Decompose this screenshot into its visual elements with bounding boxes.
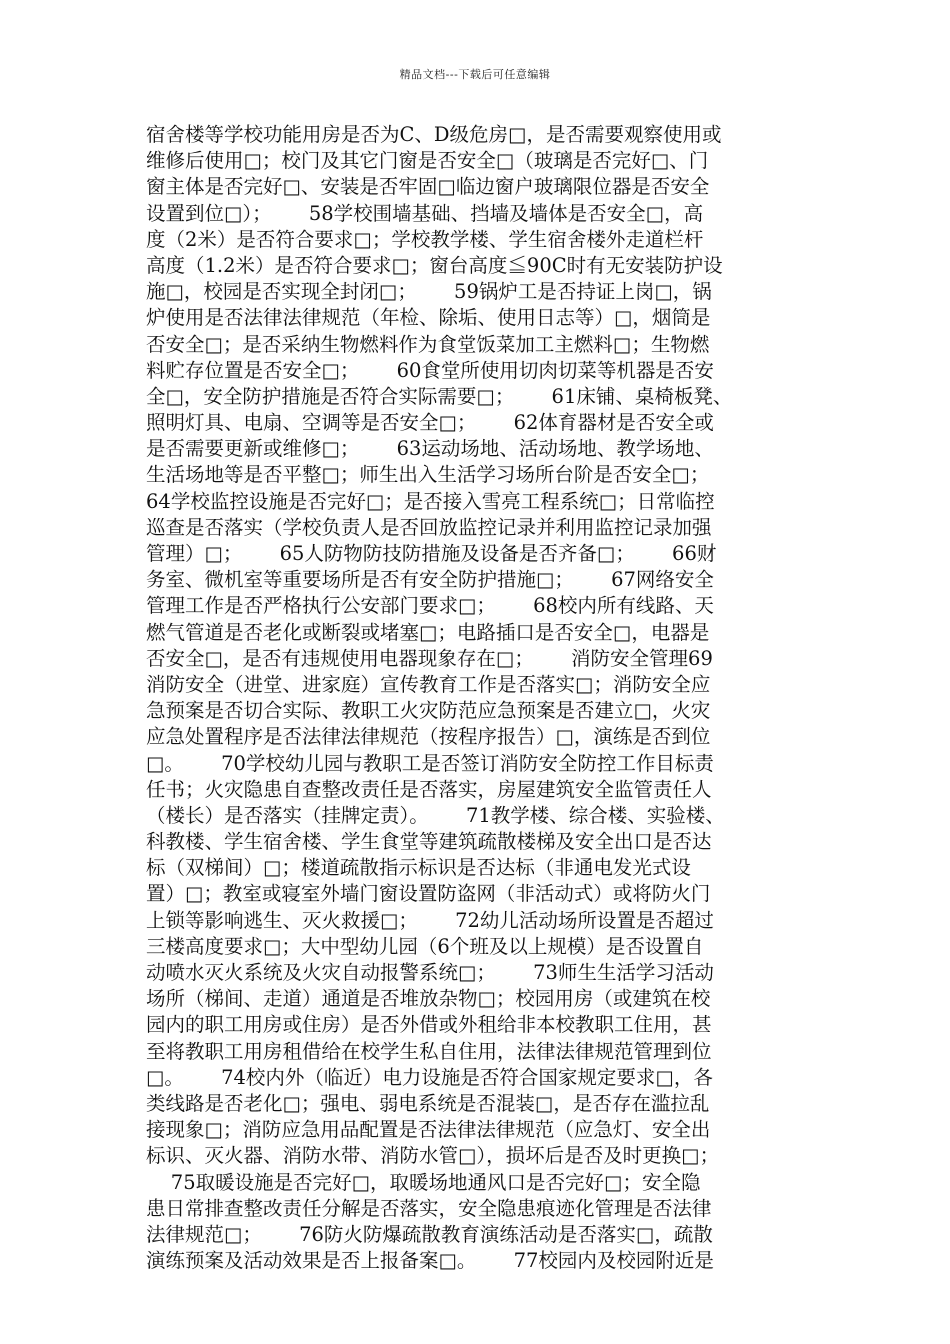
text-line: 患日常排查整改责任分解是否落实，安全隐患痕迹化管理是否法律 <box>146 1196 712 1220</box>
text-line: 75取暖设施是否完好□，取暖场地通风口是否完好□；安全隐 <box>146 1170 701 1194</box>
text-line: 燃气管道是否老化或断裂或堵塞□；电路插口是否安全□，电器是 <box>146 620 710 644</box>
text-line: 标识、灭火器、消防水带、消防水管□），损坏后是否及时更换□； <box>146 1144 720 1168</box>
text-line: 否安全□；是否采纳生物燃料作为食堂饭菜加工主燃料□；生物燃 <box>146 332 710 356</box>
text-line: 炉使用是否法律法律规范（年检、除垢、使用日志等）□，烟筒是 <box>146 306 711 330</box>
text-line: 否安全□，是否有违规使用电器现象存在□； 消防安全管理69 <box>146 646 713 670</box>
text-line: 64学校监控设施是否完好□；是否接入雪亮工程系统□；日常临控 <box>146 489 715 513</box>
text-line: 窗主体是否完好□、安装是否牢固□临边窗户玻璃限位器是否安全 <box>146 175 710 199</box>
text-line: 照明灯具、电扇、空调等是否安全□； 62体育器材是否安全或 <box>146 411 714 435</box>
text-line: □。 74校内外（临近）电力设施是否符合国家规定要求□，各 <box>146 1065 713 1089</box>
text-line: 管理工作是否严格执行公安部门要求□； 68校内所有线路、天 <box>146 594 714 618</box>
text-line: 维修后使用□；校门及其它门窗是否安全□（玻璃是否完好□、门 <box>146 149 709 173</box>
text-line: 高度（1.2米）是否符合要求□；窗台高度≦90C时有无安装防护设 <box>146 253 723 277</box>
text-line: 类线路是否老化□；强电、弱电系统是否混装□，是否存在滥拉乱 <box>146 1091 710 1115</box>
text-line: 任书；火灾隐患自查整改责任是否落实，房屋建筑安全监管责任人 <box>146 777 712 801</box>
text-line: 演练预案及活动效果是否上报备案□。 77校园内及校园附近是 <box>146 1249 714 1273</box>
text-line: 务室、微机室等重要场所是否有安全防护措施□； 67网络安全 <box>146 568 714 592</box>
text-line: 管理）□； 65人防物防技防措施及设备是否齐备□； 66财 <box>146 542 717 565</box>
text-line: □。 70学校幼儿园与教职工是否签订消防安全防控工作目标责 <box>146 751 714 775</box>
text-line: 施□，校园是否实现全封闭□； 59锅炉工是否持证上岗□，锅 <box>146 280 712 304</box>
text-line: 全□，安全防护措施是否符合实际需要□； 61床铺、桌椅板凳、 <box>146 384 733 408</box>
text-line: 度（2米）是否符合要求□；学校教学楼、学生宿舍楼外走道栏杆 <box>146 227 704 251</box>
text-line: 生活场地等是否平整□；师生出入生活学习场所台阶是否安全□； <box>146 463 710 487</box>
text-line: 标（双梯间）□；楼道疏散指示标识是否达标（非通电发光式设 <box>146 856 691 880</box>
text-line: 消防安全（进堂、进家庭）宣传教育工作是否落实□；消防安全应 <box>146 672 711 696</box>
text-line: 是否需要更新或维修□； 63运动场地、活动场地、教学场地、 <box>146 437 714 461</box>
text-line: 园内的职工用房或住房）是否外借或外租给非本校教职工住用，甚 <box>146 1013 712 1037</box>
text-line: 科教楼、学生宿舍楼、学生食堂等建筑疏散楼梯及安全出口是否达 <box>146 830 712 854</box>
text-line: （楼长）是否落实（挂牌定责）。 71教学楼、综合楼、实验楼、 <box>146 803 725 827</box>
text-line: 法律规范□； 76防火防爆疏散教育演练活动是否落实□，疏散 <box>146 1222 713 1246</box>
page-header: 精品文档---下载后可任意编辑 <box>399 68 551 81</box>
text-line: 应急处置程序是否法律法律规范（按程序报告）□，演练是否到位 <box>146 725 711 749</box>
text-line: 场所（梯间、走道）通道是否堆放杂物□；校园用房（或建筑在校 <box>146 987 711 1011</box>
text-line: 接现象□；消防应急用品配置是否法律法律规范（应急灯、安全出 <box>146 1118 711 1142</box>
text-line: 至将教职工用房租借给在校学生私自住用，法律法律规范管理到位 <box>146 1039 712 1063</box>
text-line: 料贮存位置是否安全□； 60食堂所使用切肉切菜等机器是否安 <box>146 358 714 382</box>
text-line: 置）□；教室或寝室外墙门窗设置防盗网（非活动式）或将防火门 <box>146 882 711 906</box>
text-line: 宿舍楼等学校功能用房是否为C、D级危房□，是否需要观察使用或 <box>146 123 722 146</box>
text-line: 动喷水灭火系统及火灾自动报警系统□； 73师生生活学习活动 <box>146 961 714 984</box>
text-line: 巡查是否落实（学校负责人是否回放监控记录并利用监控记录加强 <box>146 515 712 539</box>
document-body <box>146 122 816 1274</box>
text-line: 急预案是否切合实际、教职工火灾防范应急预案是否建立□，火灾 <box>146 699 711 723</box>
text-line: 设置到位□）； 58学校围墙基础、挡墙及墙体是否安全□，高 <box>146 201 704 225</box>
text-line: 上锁等影响逃生、灭火救援□； 72幼儿活动场所设置是否超过 <box>146 908 714 932</box>
text-line: 三楼高度要求□；大中型幼儿园（6个班及以上规模）是否设置自 <box>146 934 704 958</box>
